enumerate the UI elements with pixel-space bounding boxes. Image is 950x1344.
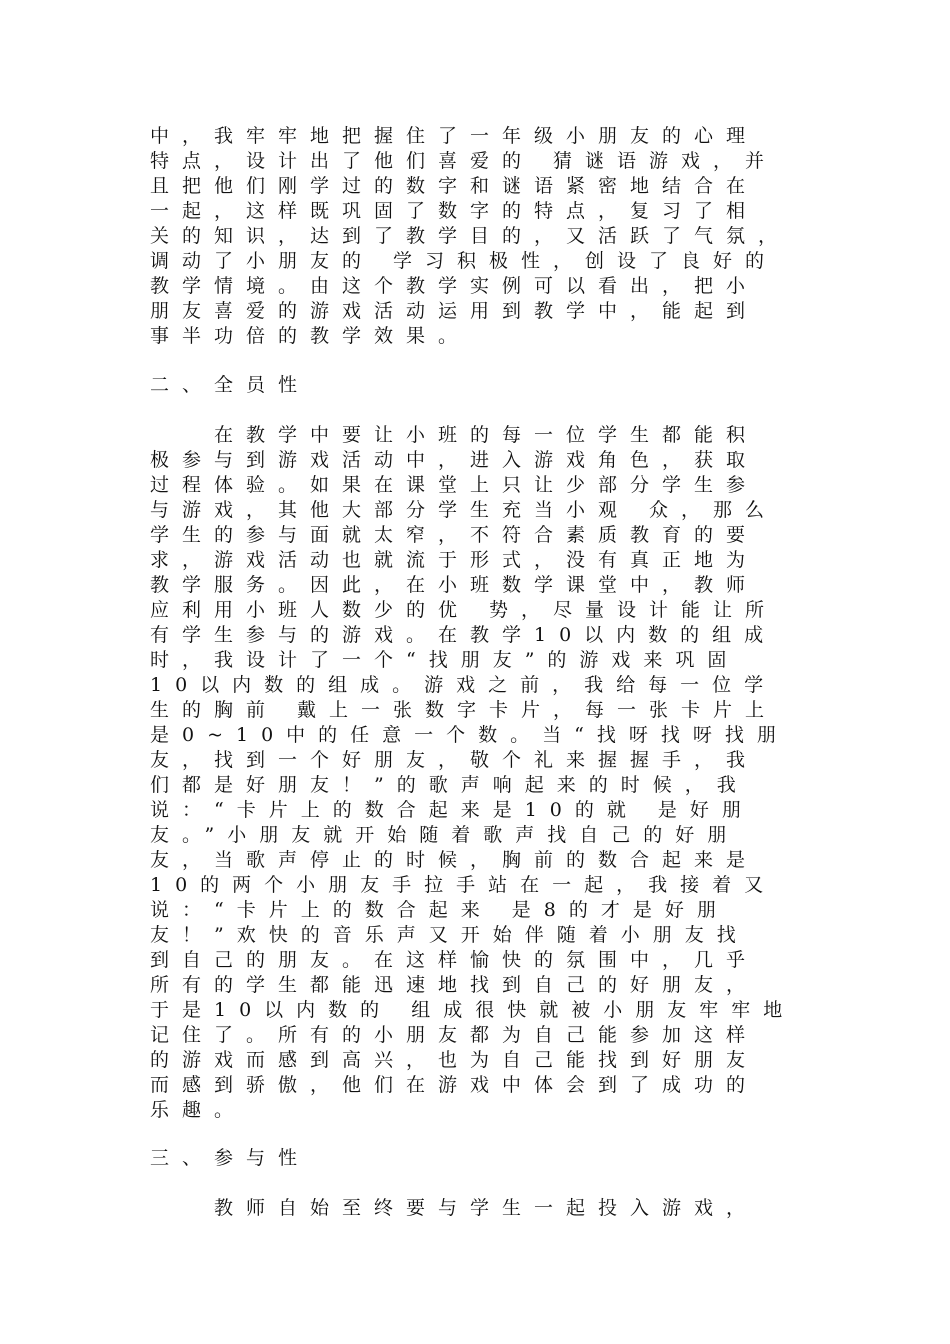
text-line-18: 有学生参与的游戏。在教学10以内数的组成 [150, 624, 777, 646]
text-line-21: 生的胸前 戴上一张数字卡片，每一张卡片上 [150, 699, 778, 721]
text-line-12: 过程体验。如果在课堂上只让少部分学生参 [150, 474, 759, 496]
text-line-36: 而感到骄傲，他们在游戏中体会到了成功的 [150, 1074, 759, 1096]
text-line-29: 说：“卡片上的数合起来 是8的才是好朋 [150, 899, 729, 921]
text-line-13: 与游戏，其他大部分学生充当小观 众，那么 [150, 499, 778, 521]
text-line-23: 友，找到一个好朋友，敬个礼来握握手，我 [150, 749, 759, 771]
text-line-22: 是0~10中的任意一个数。当“找呀找呀找朋 [150, 724, 789, 746]
text-line-3: 且把他们刚学过的数字和谜语紧密地结合在 [150, 175, 759, 197]
text-line-7: 教学情境。由这个教学实例可以看出，把小 [150, 275, 759, 297]
text-line-34: 记住了。所有的小朋友都为自己能参加这样 [150, 1024, 759, 1046]
text-line-9: 事半功倍的教学效果。 [150, 325, 471, 347]
text-line-25: 说：“卡片上的数合起来是10的就 是好朋 [150, 799, 754, 821]
text-line-4: 一起，这样既巩固了数字的特点，复习了相 [150, 200, 759, 222]
text-line-2: 特点，设计出了他们喜爱的 猜谜语游戏，并 [150, 150, 778, 172]
text-line-19: 时，我设计了一个“找朋友”的游戏来巩固 [150, 649, 740, 671]
text-line-28: 10的两个小朋友手拉手站在一起，我接着又 [150, 874, 777, 896]
text-line-15: 求，游戏活动也就流于形式，没有真正地为 [150, 549, 759, 571]
text-line-16: 教学服务。因此，在小班数学课堂中，教师 [150, 574, 759, 596]
section-heading-3: 三、参与性 [150, 1147, 311, 1169]
text-line-8: 朋友喜爱的游戏活动运用到教学中，能起到 [150, 300, 759, 322]
text-line-6: 调动了小朋友的 学习积极性，创设了良好的 [150, 250, 778, 272]
text-line-26: 友。”小朋友就开始随着歌声找自己的好朋 [150, 824, 740, 846]
text-line-38: 教师自始至终要与学生一起投入游戏， [150, 1197, 759, 1219]
text-line-20: 10以内数的组成。游戏之前，我给每一位学 [150, 674, 777, 696]
text-line-35: 的游戏而感到高兴，也为自己能找到好朋友 [150, 1049, 759, 1071]
text-line-11: 极参与到游戏活动中，进入游戏角色，获取 [150, 449, 759, 471]
text-line-1: 中，我牢牢地把握住了一年级小朋友的心理 [150, 125, 759, 147]
text-line-10: 在教学中要让小班的每一位学生都能积 [150, 424, 759, 446]
text-line-5: 关的知识，达到了教学目的，又活跃了气氛， [150, 225, 791, 247]
text-line-14: 学生的参与面就太窄，不符合素质教育的要 [150, 524, 759, 546]
text-line-37: 乐趣。 [150, 1099, 247, 1121]
text-line-30: 友！”欢快的音乐声又开始伴随着小朋友找 [150, 924, 749, 946]
section-heading-2: 二、全员性 [150, 374, 311, 396]
text-line-33: 于是10以内数的 组成很快就被小朋友牢牢地 [150, 999, 796, 1021]
text-line-31: 到自己的朋友。在这样愉快的氛围中，几乎 [150, 949, 759, 971]
text-line-27: 友，当歌声停止的时候，胸前的数合起来是 [150, 849, 759, 871]
text-line-17: 应利用小班人数少的优 势，尽量设计能让所 [150, 599, 778, 621]
text-line-24: 们都是好朋友！”的歌声响起来的时候，我 [150, 774, 749, 796]
text-line-32: 所有的学生都能迅速地找到自己的好朋友， [150, 974, 759, 996]
